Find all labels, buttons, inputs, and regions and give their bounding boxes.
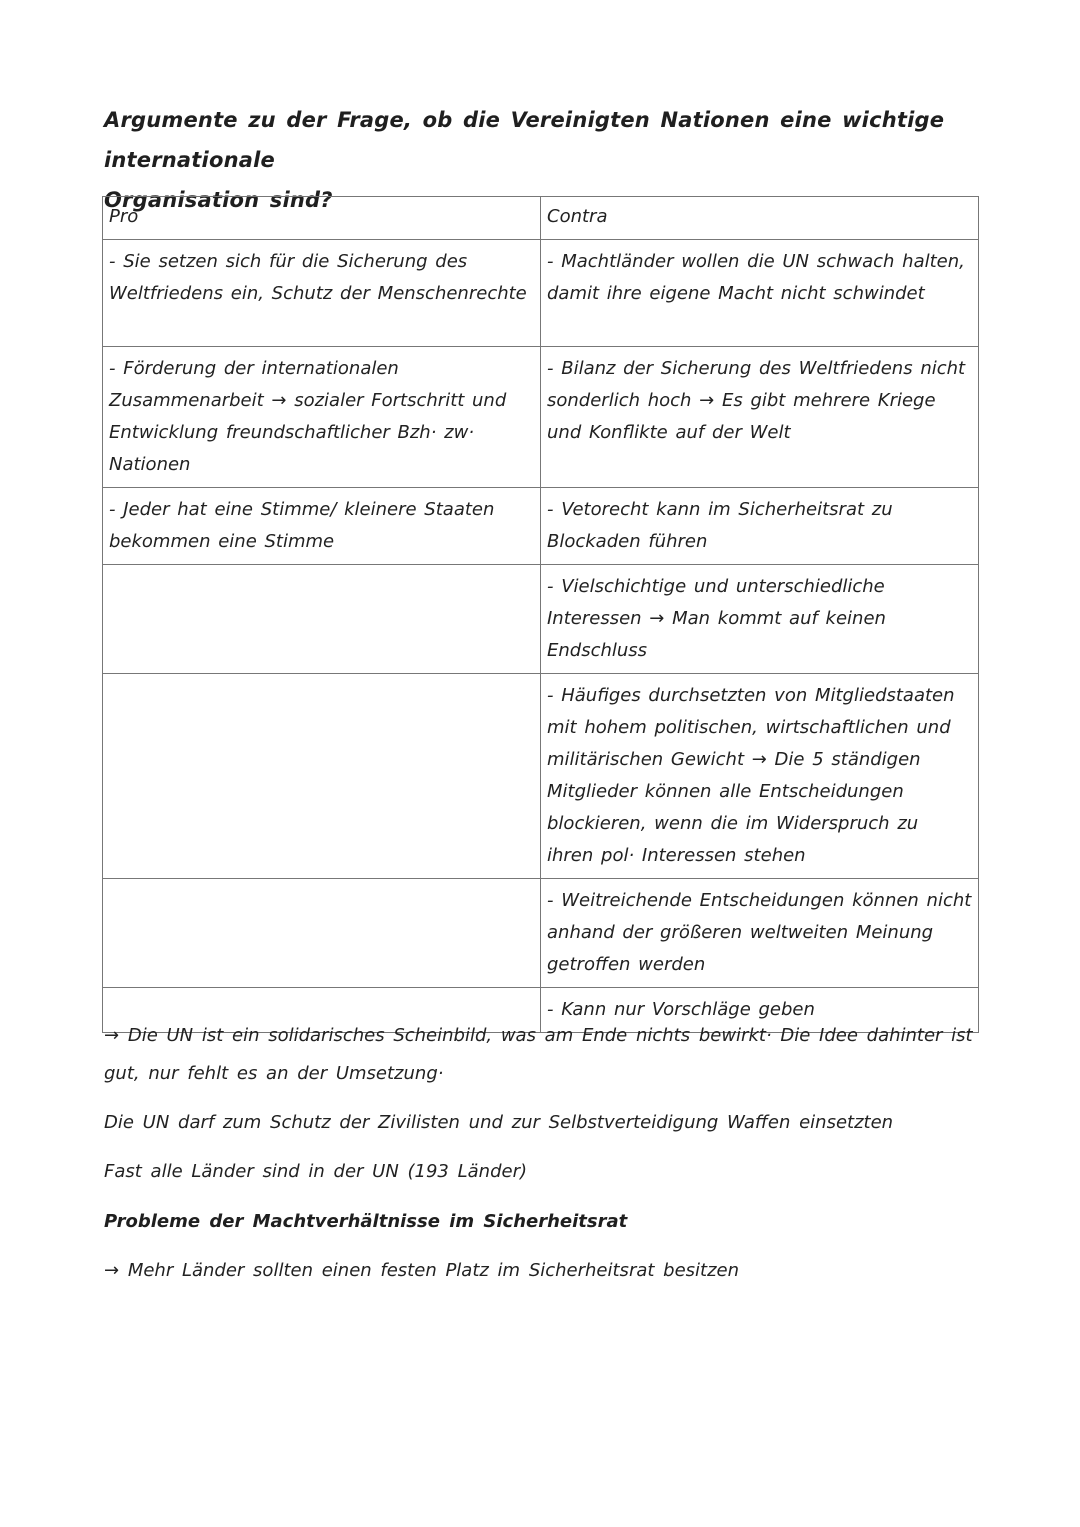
- pro-cell: [103, 674, 541, 879]
- contra-cell: - Machtländer wollen die UN schwach halten, damit ihre eigene Macht nicht schwindet: [541, 240, 979, 347]
- title-line-1: Argumente zu der Frage, ob die Vereinigten Nationen eine wichtige internationale: [104, 108, 945, 172]
- final-point-text: Mehr Länder sollten einen festen Platz im Sicherheitsrat besitzen: [127, 1260, 740, 1281]
- right-arrow-icon: →: [104, 1260, 120, 1281]
- contra-cell: - Vetorecht kann im Sicherheitsrat zu Blockaden führen: [541, 488, 979, 565]
- pro-column-header: Pro: [103, 197, 541, 240]
- pro-cell: - Jeder hat eine Stimme/ kleinere Staaten bekommen eine Stimme: [103, 488, 541, 565]
- contra-cell: - Vielschichtige und unterschiedliche Interessen → Man kommt auf keinen Endschluss: [541, 565, 979, 674]
- contra-column-header: Contra: [541, 197, 979, 240]
- table-row: [103, 879, 979, 988]
- conclusion-paragraph: [104, 1017, 974, 1093]
- contra-cell: - Weitreichende Entscheidungen können nicht anhand der größeren weltweiten Meinung getroffen werden: [541, 879, 979, 988]
- pro-contra-table: [102, 196, 979, 1033]
- note-members: Fast alle Länder sind in der UN (193 Länder): [104, 1161, 527, 1182]
- pro-cell: - Förderung der internationalen Zusammenarbeit → sozialer Fortschritt und Entwicklung freundschaftlicher Bzh· zw· Nationen: [103, 347, 541, 488]
- pro-cell: - Sie setzen sich für die Sicherung des Weltfriedens ein, Schutz der Menschenrechte: [103, 240, 541, 347]
- conclusion-text: Die UN ist ein solidarisches Scheinbild, was am Ende nichts bewirkt· Die Idee dahinter ist gut, nur fehlt es an der Umsetzung·: [104, 1025, 973, 1084]
- pro-cell: [103, 565, 541, 674]
- contra-cell: - Häufiges durchsetzten von Mitgliedstaaten mit hohem politischen, wirtschaftlichen und militärischen Gewicht → Die 5 ständigen Mitglieder können alle Entscheidungen blockieren, wenn die im Widerspruch zu ihren pol· Interessen stehen: [541, 674, 979, 879]
- pro-cell: [103, 879, 541, 988]
- section-heading: Probleme der Machtverhältnisse im Sicherheitsrat: [104, 1211, 628, 1232]
- contra-cell: - Kann nur Vorschläge geben: [541, 988, 979, 1033]
- title-line-2: Organisation sind?: [104, 188, 333, 212]
- right-arrow-icon: →: [104, 1025, 120, 1046]
- table-row: [103, 674, 979, 879]
- table-row: [103, 347, 979, 488]
- final-point: [104, 1252, 974, 1290]
- table-row: [103, 488, 979, 565]
- table-row: [103, 240, 979, 347]
- note-weapons: Die UN darf zum Schutz der Zivilisten und zur Selbstverteidigung Waffen einsetzten: [104, 1112, 894, 1133]
- table-header-row: [103, 197, 979, 240]
- contra-cell: - Bilanz der Sicherung des Weltfriedens nicht sonderlich hoch → Es gibt mehrere Kriege und Konflikte auf der Welt: [541, 347, 979, 488]
- table-row: [103, 565, 979, 674]
